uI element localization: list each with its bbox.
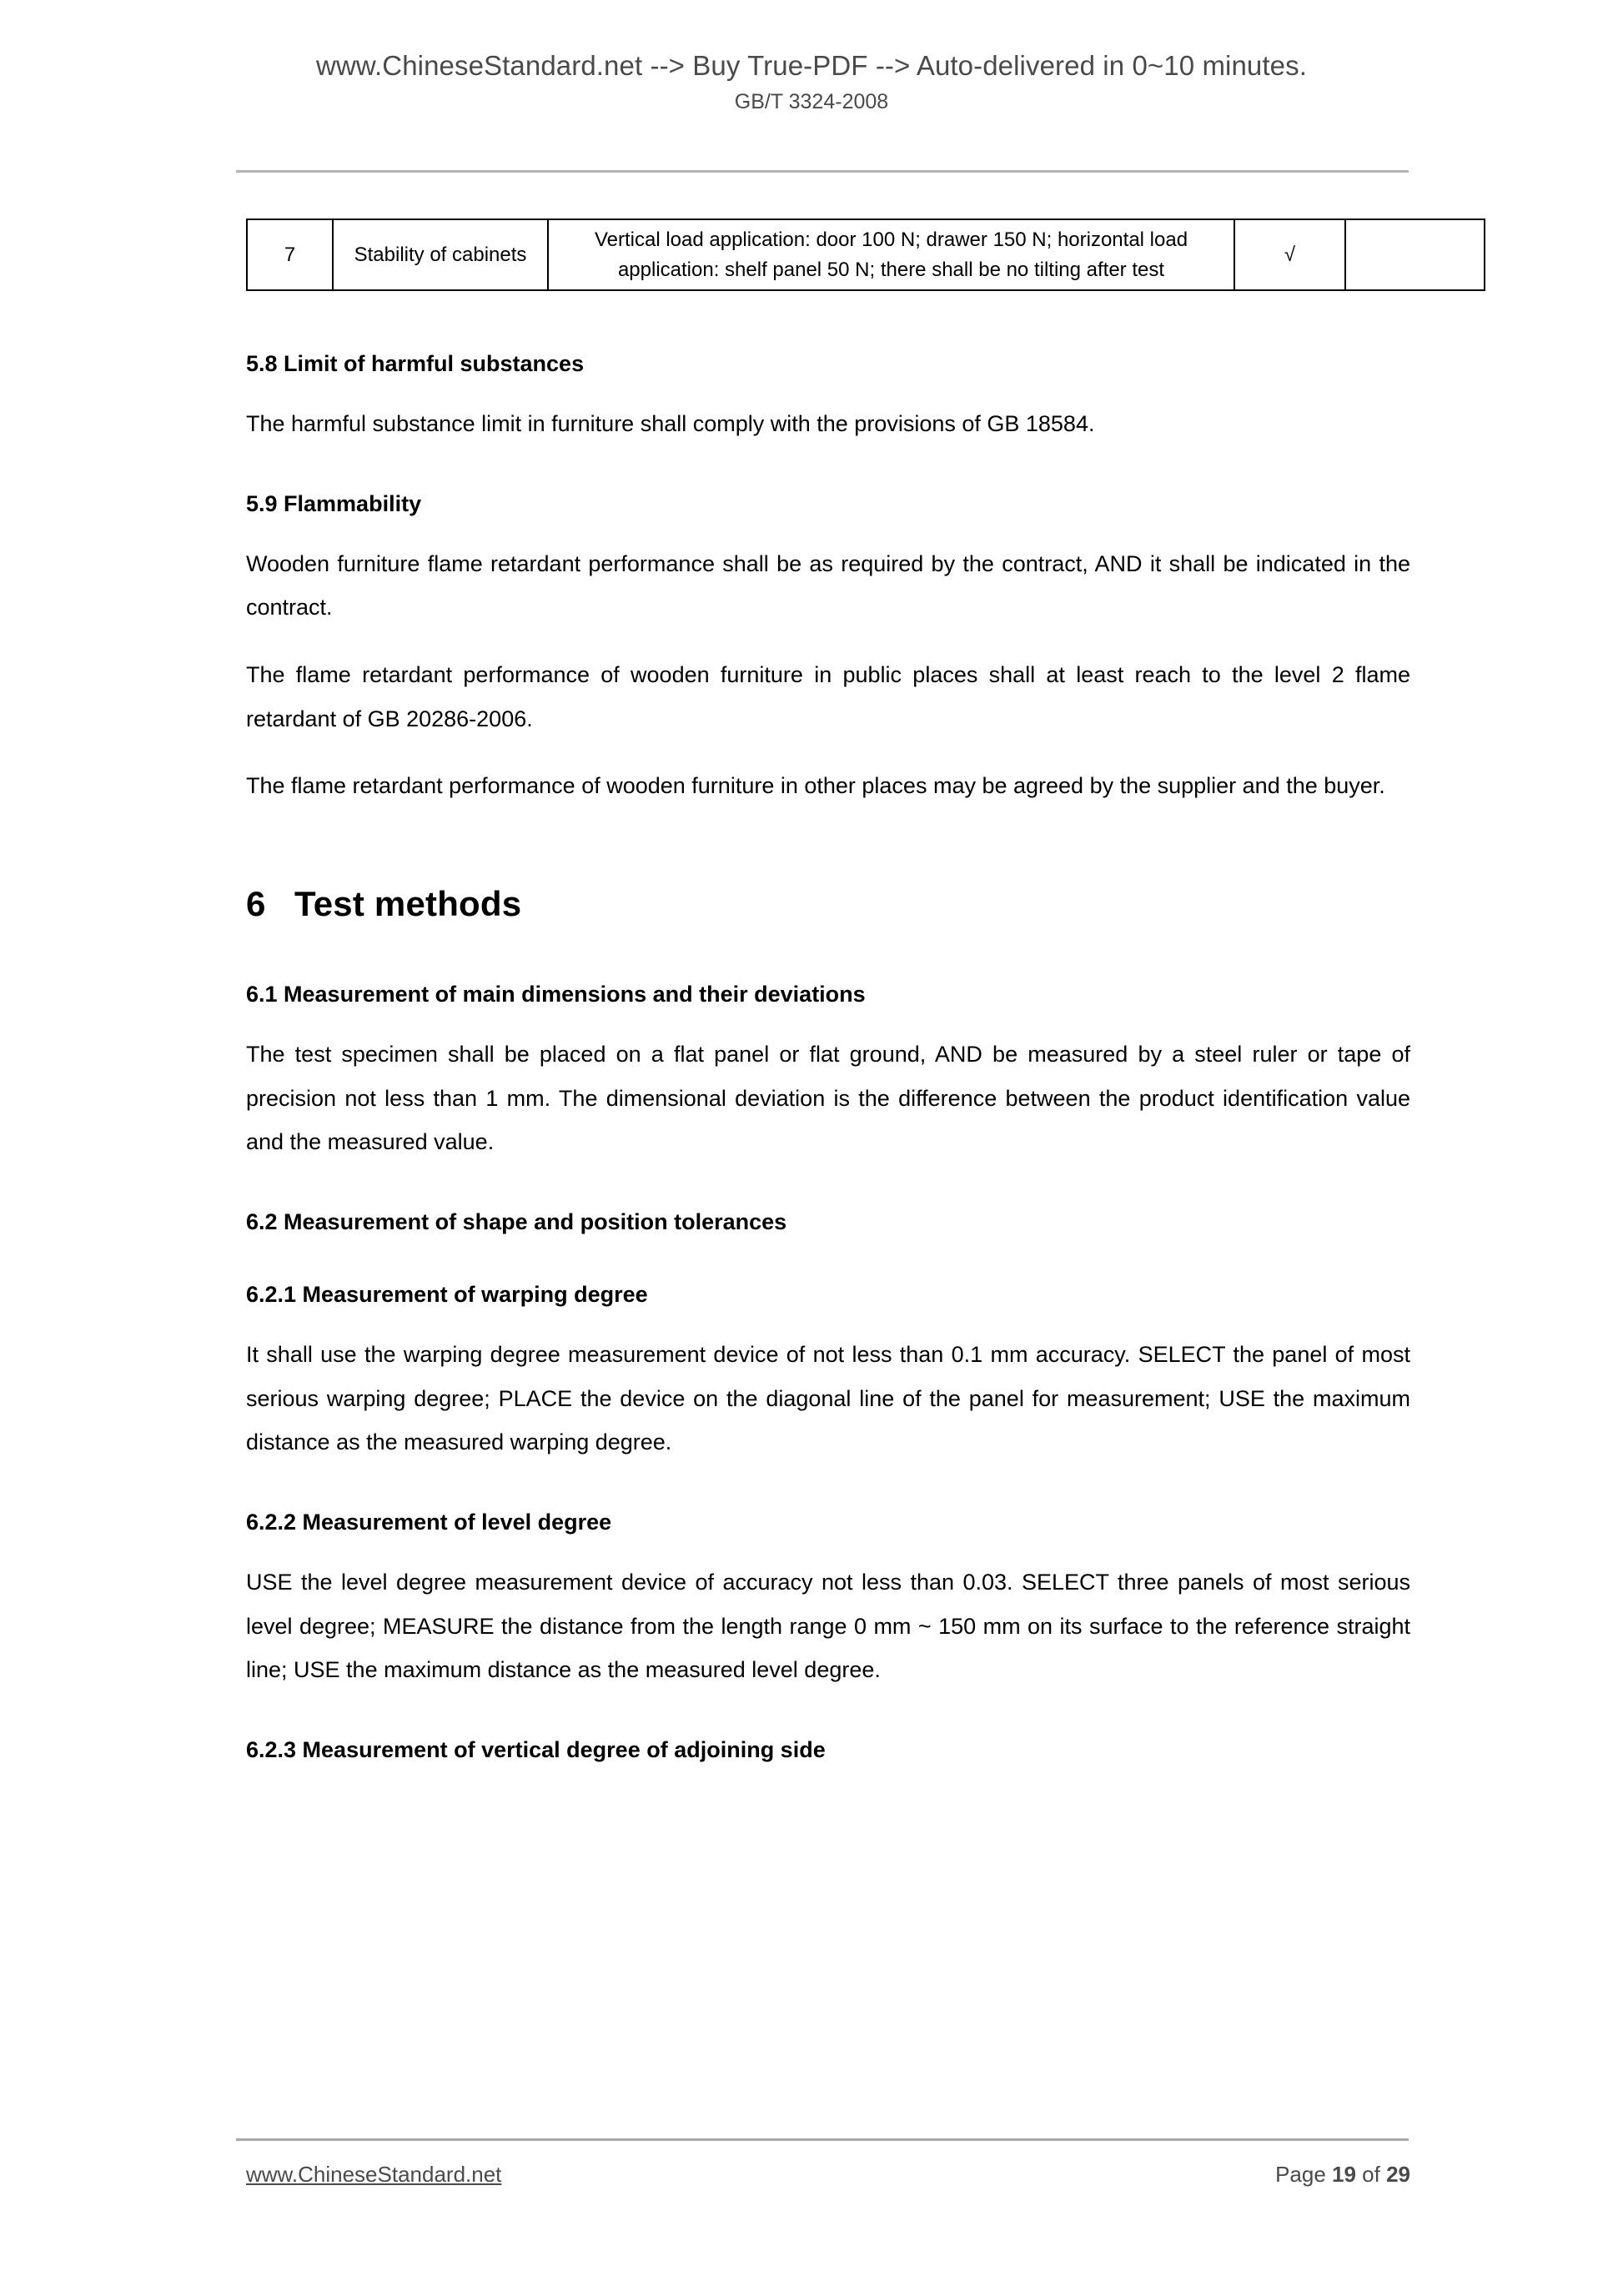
table-cell-checkmark: √ [1234, 219, 1345, 290]
table-row [247, 219, 1485, 290]
paragraph-6-2-2-1: USE the level degree measurement device of accuracy not less than 0.03. SELECT three panels of most serious level degree; MEASURE the distance from the length range 0 mm ~ 150 mm on its surface to the reference straight line; USE the maximum distance as the measured level degree. [246, 1570, 1410, 1683]
paragraph-6-1-1: The test specimen shall be placed on a flat panel or flat ground, AND be measured by a steel ruler or tape of precision not less than 1 mm. The dimensional deviation is the difference between the product identification value and the measured value. [246, 1042, 1410, 1155]
footer-page-prefix: Page [1275, 2162, 1333, 2187]
heading-5-9: 5.9 Flammability [246, 490, 422, 516]
footer-page-number [1275, 2162, 1410, 2188]
paragraph-5-9-3: The flame retardant performance of wooden furniture in other places may be agreed by the supplier and the buyer. [246, 773, 1385, 799]
heading-6-title: Test methods [294, 883, 522, 923]
footer-website-link[interactable]: www.ChineseStandard.net [246, 2162, 502, 2187]
heading-6-2-1: 6.2.1 Measurement of warping degree [246, 1282, 648, 1308]
footer-page-current: 19 [1332, 2162, 1356, 2187]
table-cell-item-number: 7 [247, 219, 333, 290]
footer-page-total: 29 [1386, 2162, 1410, 2187]
heading-6-test-methods [246, 883, 1410, 925]
heading-5-8: 5.8 Limit of harmful substances [246, 351, 585, 377]
heading-6-2-3: 6.2.3 Measurement of vertical degree of adjoining side [246, 1736, 826, 1762]
requirements-table [246, 219, 1485, 291]
header-promo-text: www.ChineseStandard.net --> Buy True-PDF --> Auto-delivered in 0~10 minutes. [316, 50, 1307, 81]
heading-6-2-2: 6.2.2 Measurement of level degree [246, 1510, 612, 1535]
table-cell-requirement: Vertical load application: door 100 N; drawer 150 N; horizontal load application: shelf panel 50 N; there shall be no tilting after test [548, 219, 1234, 290]
document-content [246, 219, 1410, 1765]
page-footer [246, 2162, 1410, 2188]
heading-6-number: 6 [246, 883, 266, 923]
table-cell-item-name: Stability of cabinets [333, 219, 548, 290]
paragraph-6-2-1-1: It shall use the warping degree measurement device of not less than 0.1 mm accuracy. SELECT the panel of most serious warping degree; PLACE the device on the diagonal line of the panel for measurement; USE the maximum distance as the measured warping degree. [246, 1342, 1410, 1455]
paragraph-5-9-2: The flame retardant performance of wooden furniture in public places shall at least reach to the level 2 flame retardant of GB 20286-2006. [246, 662, 1410, 731]
footer-divider-rule [236, 2138, 1409, 2141]
header-divider-rule [236, 170, 1409, 173]
table-cell-blank [1345, 219, 1485, 290]
paragraph-5-9-1: Wooden furniture flame retardant performance shall be as required by the contract, AND it shall be indicated in the contract. [246, 550, 1410, 620]
paragraph-5-8-1: The harmful substance limit in furniture shall comply with the provisions of GB 18584. [246, 411, 1095, 437]
heading-6-1: 6.1 Measurement of main dimensions and their deviations [246, 982, 866, 1007]
heading-6-2: 6.2 Measurement of shape and position tolerances [246, 1209, 787, 1235]
page-header [0, 48, 1623, 116]
header-standard-number: GB/T 3324-2008 [734, 90, 889, 114]
footer-page-middle: of [1355, 2162, 1387, 2187]
